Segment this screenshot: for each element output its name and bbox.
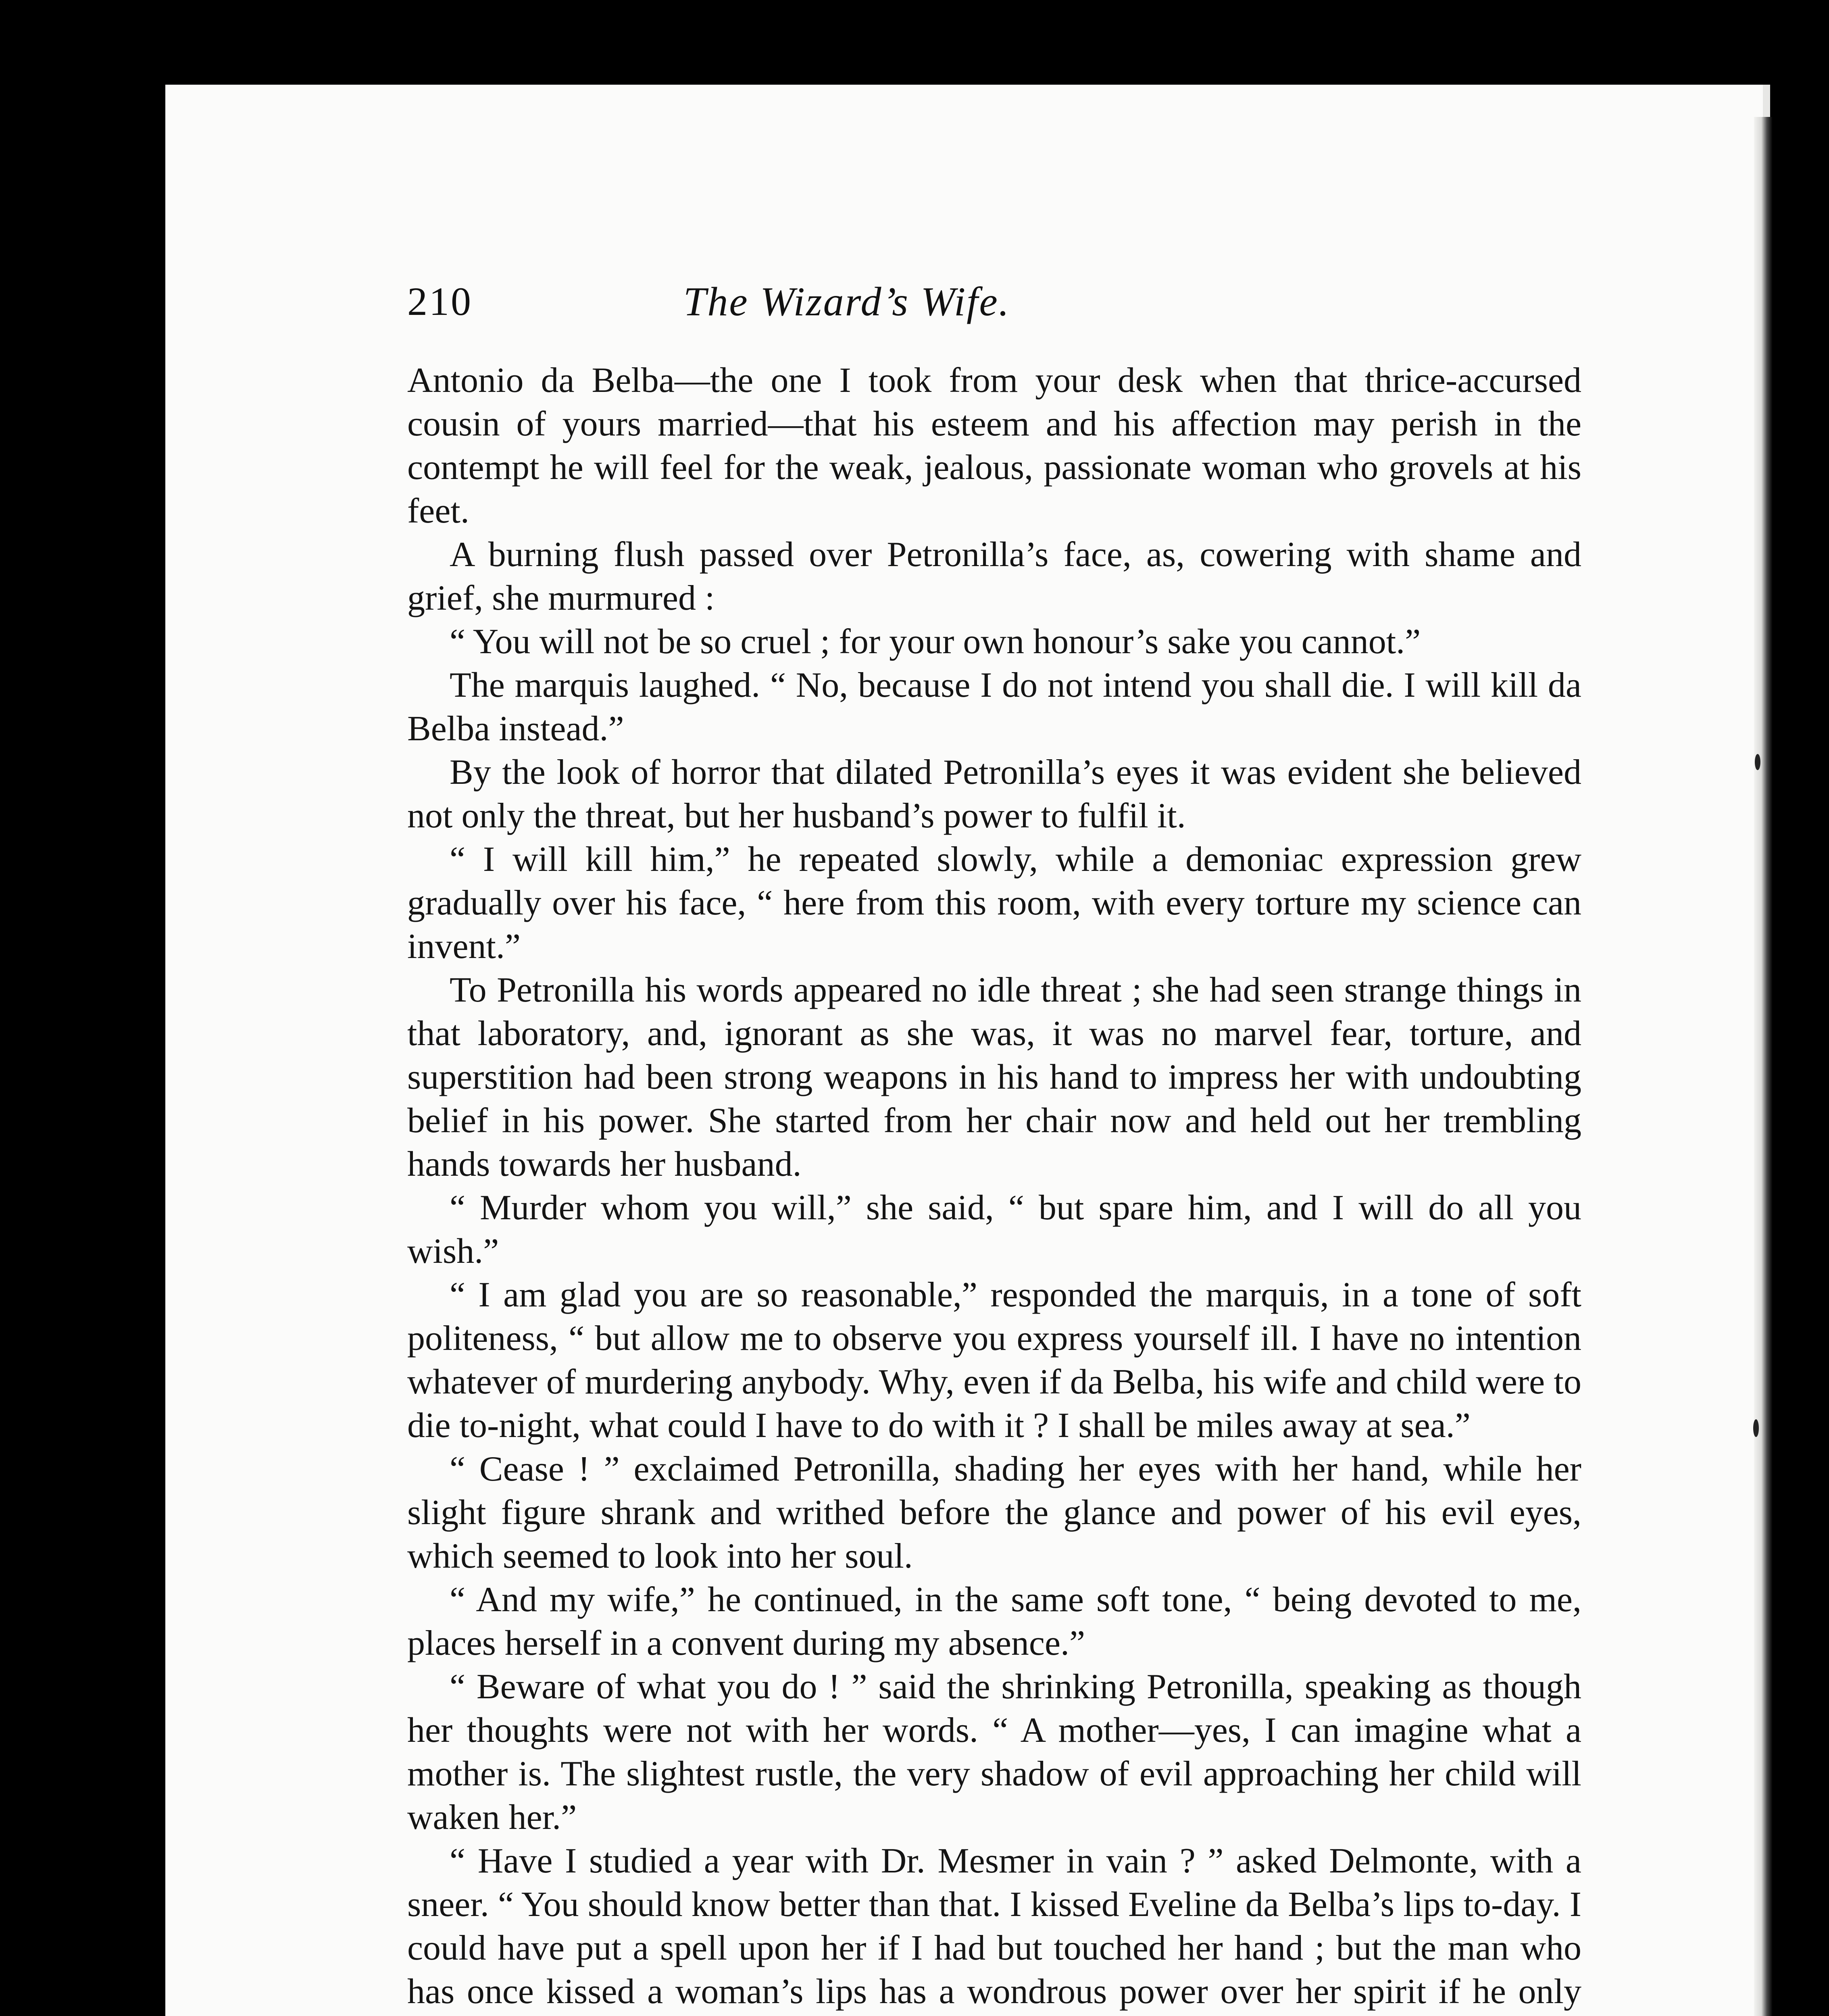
paragraph: By the look of horror that dilated Petronilla’s eyes it was evident she believed not only the threat, but her husband’s power to fulfil it.: [407, 753, 1581, 835]
paragraph: “ And my wife,” he continued, in the same soft tone, “ being devoted to me, places herself in a convent during my absence.”: [407, 1580, 1581, 1663]
page-edge-shadow: [1754, 117, 1773, 2016]
paragraph: Antonio da Belba—the one I took from your desk when that thrice-accursed cousin of yours married—that his esteem and his affection may perish in the contempt he will feel for the weak, jealous, passionate woman who grovels at his feet.: [407, 361, 1581, 531]
paragraph: “ Beware of what you do ! ” said the shrinking Petronilla, speaking as though her thoughts were not with her words. “ A mother—yes, I can imagine what a mother is. The slightest rustle, the very shadow of evil approaching her child will waken her.”: [407, 1667, 1581, 1837]
paragraph: “ I will kill him,” he repeated slowly, while a demoniac expression grew gradually over his face, “ here from this room, with every torture my science can invent.”: [407, 840, 1581, 966]
paragraph: The marquis laughed. “ No, because I do not intend you shall die. I will kill da Belba instead.”: [407, 666, 1581, 748]
paragraph: “ Have I studied a year with Dr. Mesmer in vain ? ” asked Delmonte, with a sneer. “ You should know better than that. I kissed Eveline da Belba’s lips to-day. I could have put a spell upon her if I had but touched her hand ; but the man who has once kissed a woman’s lips has a wondrous power over her spirit if he only: [407, 1841, 1581, 2011]
scan-speck: [1753, 1419, 1759, 1437]
running-title: The Wizard’s Wife.: [683, 279, 1010, 325]
paragraph: “ Cease ! ” exclaimed Petronilla, shading her eyes with her hand, while her slight figure shrank and writhed before the glance and power of his evil eyes, which seemed to look into her soul.: [407, 1450, 1581, 1576]
paragraph: A burning flush passed over Petronilla’s face, as, cowering with shame and grief, she murmured :: [407, 535, 1581, 618]
body-text: [407, 359, 1581, 2016]
running-head: [407, 278, 1189, 335]
scan-speck: [1755, 754, 1760, 770]
paragraph: To Petronilla his words appeared no idle threat ; she had seen strange things in that laboratory, and, ignorant as she was, it was no marvel fear, torture, and superstition had been strong weapons in his hand to impress her with undoubting belief in his power. She started from her chair now and held out her trembling hands towards her husband.: [407, 971, 1581, 1184]
paragraph: “ You will not be so cruel ; for your own honour’s sake you cannot.”: [450, 622, 1421, 661]
paragraph: “ Murder whom you will,” she said, “ but spare him, and I will do all you wish.”: [407, 1188, 1581, 1271]
paragraph: “ I am glad you are so reasonable,” responded the marquis, in a tone of soft politeness, “ but allow me to observe you express yourself ill. I have no intention whatever of murdering anybody. Why, even if da Belba, his wife and child were to die to-night, what could I have to do with it ? I shall be miles away at sea.”: [407, 1275, 1581, 1445]
page-number: 210: [407, 279, 473, 324]
